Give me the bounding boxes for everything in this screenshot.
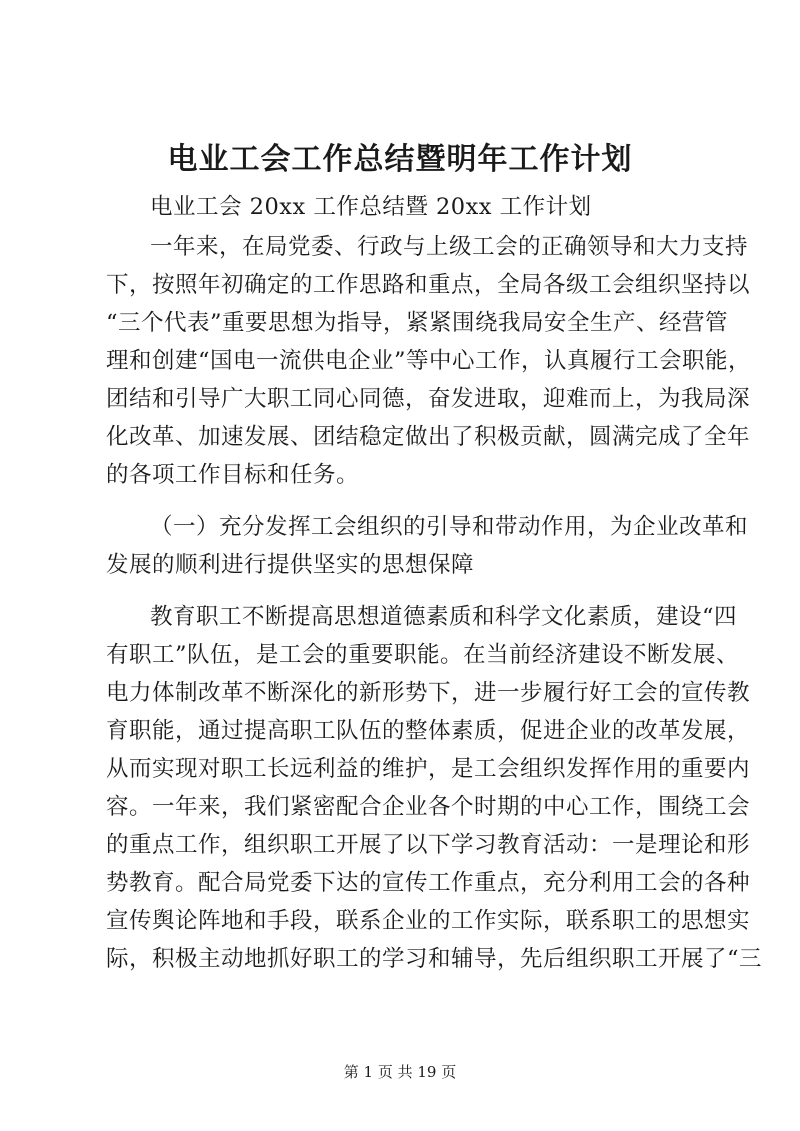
body-line: 教育职工不断提高思想道德素质和科学文化素质，建设“四 — [150, 604, 738, 630]
body-line: 的重点工作，组织职工开展了以下学习教育活动：一是理论和形 — [106, 832, 751, 858]
body-line: 从而实现对职工长远利益的维护，是工会组织发挥作用的重要内 — [106, 756, 751, 782]
body-line: 势教育。配合局党委下达的宣传工作重点，充分利用工会的各种 — [106, 870, 751, 896]
body-line: “三个代表”重要思想为指导，紧紧围绕我局安全生产、经营管 — [106, 310, 729, 336]
subtitle-line: 电业工会 20xx 工作总结暨 20xx 工作计划 — [150, 194, 592, 220]
document-title: 电业工会工作总结暨明年工作计划 — [167, 142, 633, 177]
page-number-footer: 第 1 页 共 19 页 — [343, 1063, 457, 1081]
body-line: 际，积极主动地抓好职工的学习和辅导，先后组织职工开展了“三 — [106, 946, 763, 972]
body-line: 团结和引导广大职工同心同德，奋发进取，迎难而上，为我局深 — [106, 386, 751, 412]
body-line: 一年来，在局党委、行政与上级工会的正确领导和大力支持 — [150, 234, 749, 260]
body-line: 育职能，通过提高职工队伍的整体素质，促进企业的改革发展， — [106, 718, 751, 744]
body-line: 化改革、加速发展、团结稳定做出了积极贡献，圆满完成了全年 — [106, 424, 751, 450]
body-line: 下，按照年初确定的工作思路和重点，全局各级工会组织坚持以 — [106, 272, 751, 298]
body-line: 电力体制改革不断深化的新形势下，进一步履行好工会的宣传教 — [106, 680, 751, 706]
section-heading-line: （一）充分发挥工会组织的引导和带动作用，为企业改革和 — [150, 514, 749, 540]
body-line: 理和创建“国电一流供电企业”等中心工作，认真履行工会职能， — [106, 348, 752, 374]
body-line: 容。一年来，我们紧密配合企业各个时期的中心工作，围绕工会 — [106, 794, 751, 820]
body-line: 有职工”队伍，是工会的重要职能。在当前经济建设不断发展、 — [106, 642, 740, 668]
body-line: 宣传舆论阵地和手段，联系企业的工作实际，联系职工的思想实 — [106, 908, 751, 934]
section-heading-line: 发展的顺利进行提供坚实的思想保障 — [106, 552, 475, 578]
body-line: 的各项工作目标和任务。 — [106, 462, 360, 488]
